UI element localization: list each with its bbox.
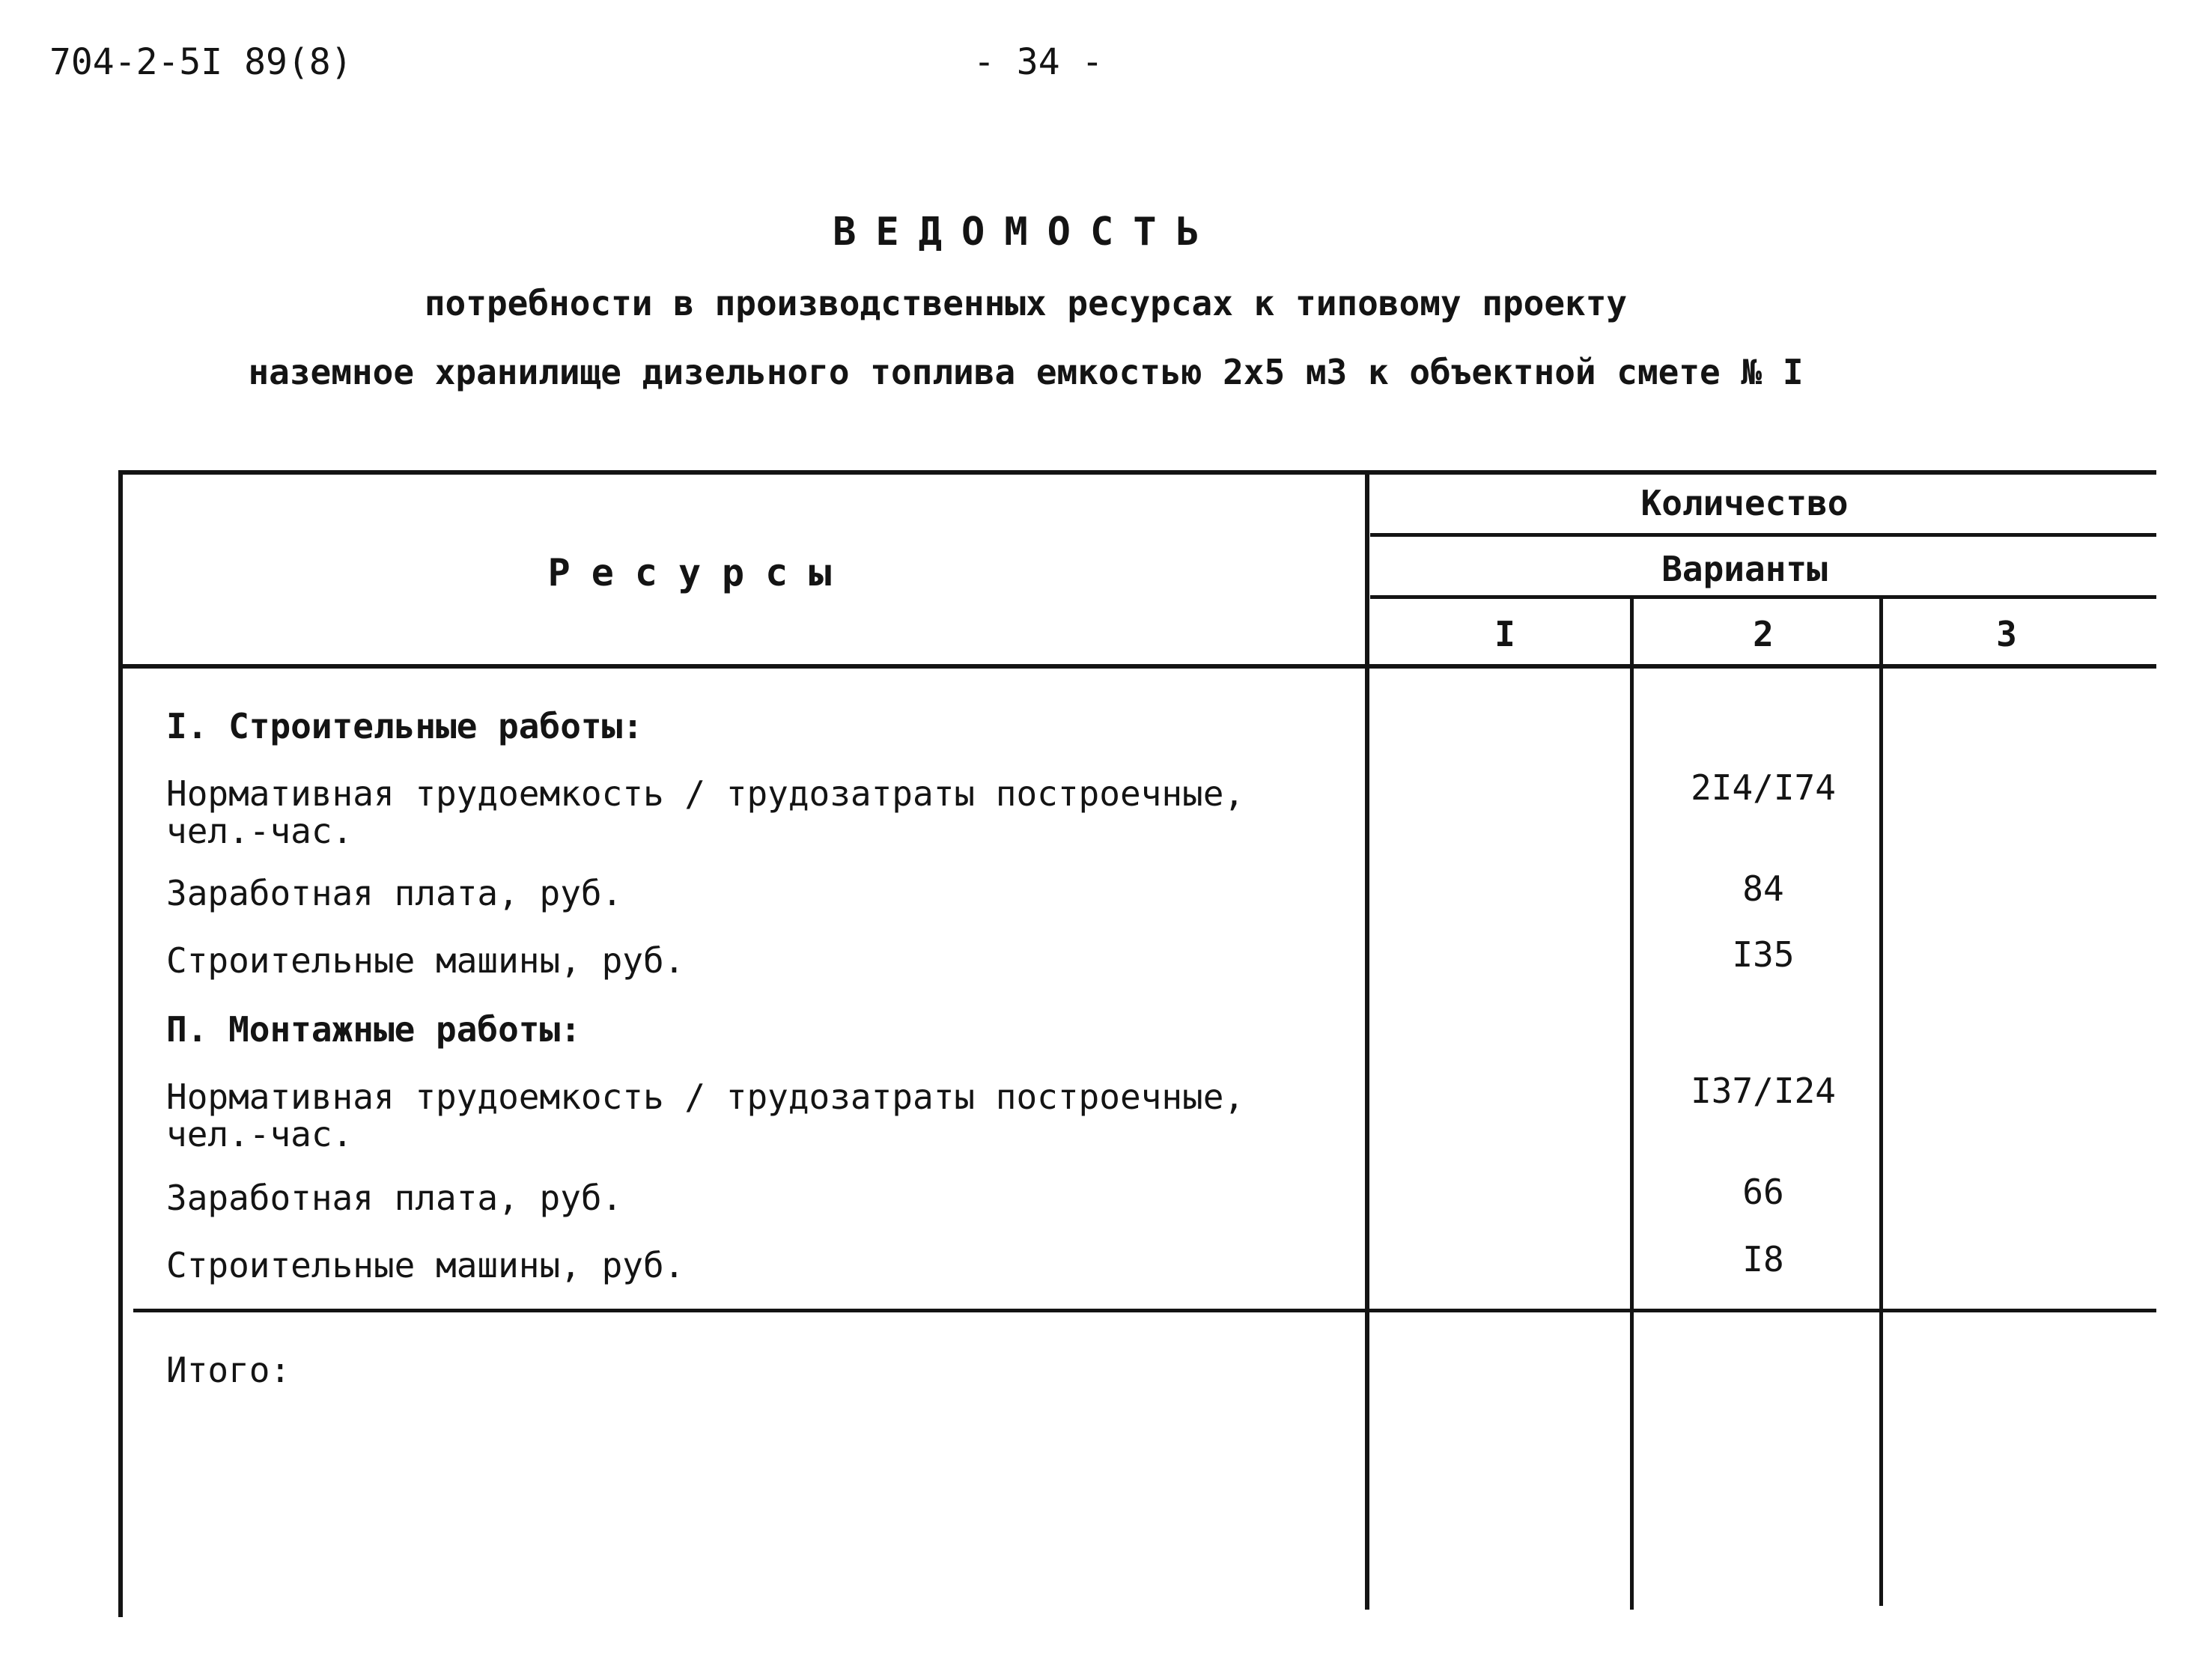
header-bottom-rule — [118, 664, 2156, 669]
document-code: 704-2-5I 89(8) — [49, 41, 353, 83]
variant1-column-divider — [1630, 595, 1634, 1610]
table-row-value: 2I4/I74 — [1691, 767, 1836, 808]
table-left-border — [118, 470, 123, 1617]
table-row-label: Нормативная трудоемкость / трудозатраты построечные, чел.-час. — [166, 1077, 1245, 1154]
quantity-column-header: Количество — [1640, 483, 1849, 523]
table-row-label: Строительные машины, руб. — [166, 1245, 685, 1285]
document-subtitle-line2: наземное хранилище дизельного топлива емкостью 2х5 м3 к объектной смете № I — [248, 352, 1804, 392]
variants-header-rule — [1370, 595, 2156, 599]
document-title: ВЕДОМОСТЬ — [833, 210, 1219, 255]
document-subtitle-line1: потребности в производственных ресурсах к типовому проекту — [424, 283, 1628, 323]
table-row-value: 84 — [1742, 868, 1784, 909]
table-row-label: Строительные машины, руб. — [166, 940, 685, 981]
table-row-value: 66 — [1742, 1172, 1784, 1212]
variant-1-header: I — [1494, 614, 1515, 654]
resources-column-header: Ресурсы — [547, 551, 853, 594]
variants-column-header: Варианты — [1661, 549, 1828, 589]
variant-2-header: 2 — [1753, 614, 1774, 654]
section-construction-works: I. Строительные работы: — [166, 706, 643, 746]
table-row-value: I35 — [1732, 934, 1795, 975]
table-row-label: Заработная плата, руб. — [166, 1178, 623, 1218]
page-number: - 34 - — [973, 41, 1104, 83]
quantity-header-rule — [1370, 533, 2156, 537]
table-row-label: Нормативная трудоемкость / трудозатраты построечные, чел.-час. — [166, 773, 1245, 851]
total-label: Итого: — [166, 1350, 291, 1390]
table-top-border — [118, 470, 2156, 475]
resources-column-divider — [1365, 470, 1369, 1610]
section-installation-works: П. Монтажные работы: — [166, 1009, 581, 1050]
variant-3-header: 3 — [1996, 614, 2017, 654]
total-separator-rule — [133, 1309, 2156, 1312]
table-row-value: I37/I24 — [1691, 1071, 1836, 1111]
table-row-label: Заработная плата, руб. — [166, 873, 623, 913]
table-row-value: I8 — [1742, 1239, 1784, 1279]
